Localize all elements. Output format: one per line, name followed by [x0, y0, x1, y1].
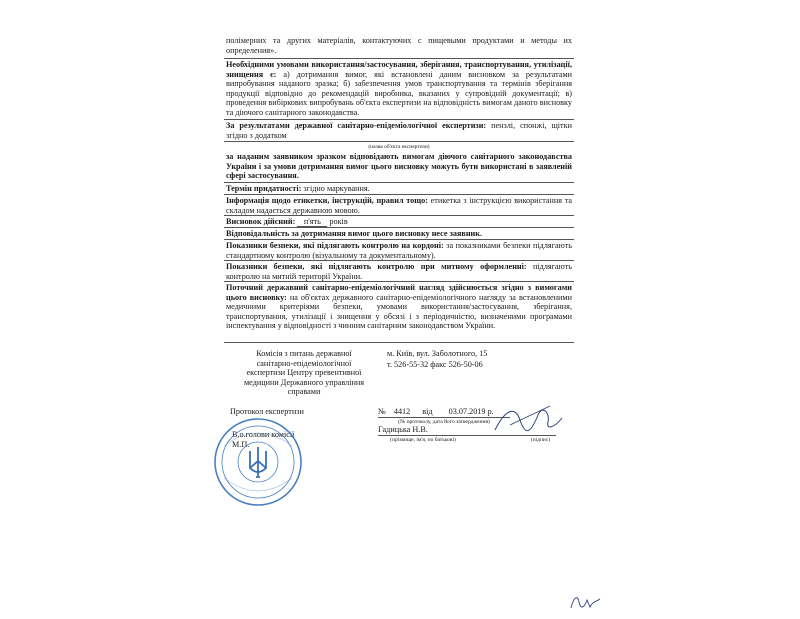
customs-control-label: Показники безпеки, які підлягають контролю при митному оформленні: [226, 262, 527, 271]
commission-line: експертизи Центру превентивної [246, 368, 362, 378]
divider [224, 194, 574, 195]
divider [224, 215, 574, 216]
validity-suffix: років [329, 217, 348, 226]
labeling-info [226, 196, 572, 215]
divider [224, 119, 574, 120]
protocol-number: 4412 [393, 407, 411, 416]
acting-head-label: В.о.голови комісії [232, 430, 295, 439]
validity-value: п'ять [297, 218, 327, 227]
official-stamp [212, 416, 304, 508]
commission-line: санітарно-епідеміологічної [256, 358, 352, 368]
protocol-number-prefix: № [378, 407, 386, 416]
conditions-label: Необхідними умовами використання/застосування, зберігання, транспортування, утилізації, знищення є: [226, 60, 572, 79]
address-block [387, 349, 577, 369]
validity [226, 217, 572, 227]
signer-caption: (прізвище, ім'я, по батькові) [390, 437, 456, 443]
signature-caption: (підпис) [530, 437, 551, 443]
customs-control-text: підлягають контролю на митній території України. [226, 262, 572, 281]
customs-control [226, 262, 572, 281]
divider [224, 239, 574, 240]
protocol-from: від [422, 407, 433, 416]
supervision-label: Поточний державний санітарно-епідеміологічний нагляд здійснюється згідно з вимогами цього висновку: [226, 283, 572, 302]
object-caption: (назва об'єкта експертизи) [368, 144, 430, 150]
margin-initials [568, 592, 604, 612]
shelf-life [226, 184, 572, 194]
mp-label: М.П. [232, 440, 250, 449]
divider [224, 342, 574, 343]
divider [224, 227, 574, 228]
protocol-number-line [378, 407, 508, 417]
shelf-life-label: Термін придатності: [226, 184, 302, 193]
signature-scribble [490, 400, 570, 440]
shelf-life-text: згідно маркування. [303, 184, 370, 193]
supervision [226, 283, 572, 331]
commission-name [229, 349, 379, 397]
phone-line: т. 526-55-32 факс 526-50-06 [387, 359, 483, 369]
border-control-label: Показники безпеки, які підлягають контролю на кордоні: [226, 241, 444, 250]
labeling-text: етикетка з інструкцією використання та складом надається державною мовою. [226, 196, 573, 215]
border-control-text: за показниками безпеки підлягають стандартному контролю (візуальному та документальному). [226, 241, 572, 260]
results-text: пензлі, спонжі, щітки згідно з додатком [226, 121, 572, 140]
divider [224, 182, 574, 183]
divider [224, 281, 574, 282]
divider [224, 260, 574, 261]
responsibility-text: Відповідальність за дотримання вимог цього висновку несе заявник. [226, 229, 483, 238]
validity-label: Висновок дійсний: [226, 217, 296, 226]
signer-name: Гадицька Н.В. [378, 425, 428, 434]
protocol-label: Протокол експертизи [230, 407, 304, 416]
protocol-date: 03.07.2019 р. [448, 407, 494, 416]
divider [224, 141, 574, 142]
intro-line: полімерних та других матеріалів, контактуючих с пищевыми продуктами и методы их определения». [226, 36, 572, 55]
labeling-label: Інформація щодо етикетки, інструкцій, правил тощо: [226, 196, 428, 205]
commission-line: справами [287, 387, 321, 397]
conditions-text: а) дотримання вимог, які встановлені даним висновком за результатами випробування наданого зразка; б) забезпечення умов транспортування та термінів зберігання продукції відповідно до рекомендацій виробника, вказаних у супровідній документації; в) проведення вибіркових випробувань об'єкта експертизи на відповідність вимогам даного висновку та діючого санітарного законодавства. [226, 69, 573, 117]
compliance-text: за наданим заявником зразком відповідають вимогам діючого санітарного законодавства України і за умови дотримання вимог цього висновку можуть бути використані в заявленій сфері застосування. [226, 152, 572, 181]
border-control [226, 241, 572, 260]
supervision-text: на об'єктах державного санітарно-епідеміологічного нагляду за встановленими медичними критеріями безпеки, умовами використання/застосування, зберігання, транспортування, утилізації і знищення у обсязі і з періодичністю, визначеними програмами інспектування у відповідності з чинним санітарним законодавством України. [226, 292, 572, 331]
results-section [226, 121, 572, 140]
commission-line: Комісія з питань державної [256, 349, 352, 358]
address-line: м. Київ, вул. Заболотного, 15 [387, 349, 488, 358]
results-label: За результатами державної санітарно-епідеміологічної експертизи: [226, 121, 487, 130]
conditions-section [226, 60, 572, 118]
divider [224, 58, 574, 59]
protocol-caption: (№ протоколу, дата його затвердження) [398, 419, 490, 425]
commission-line: медицини Державного управління [243, 377, 365, 387]
